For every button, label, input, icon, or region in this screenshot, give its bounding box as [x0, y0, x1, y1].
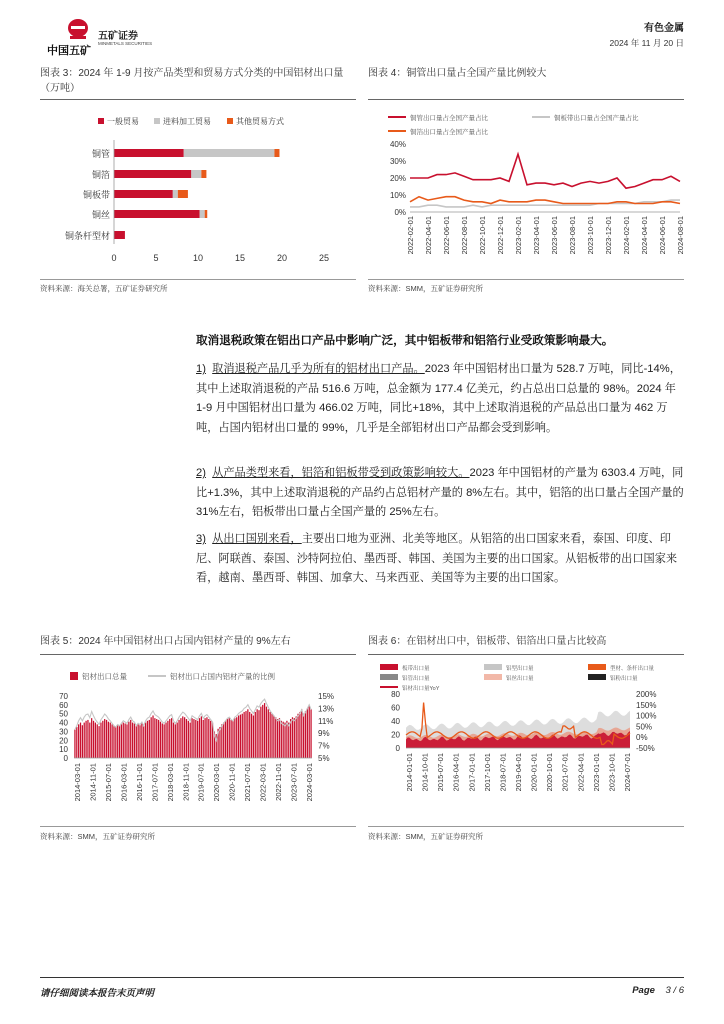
legend-label-0: 一般贸易	[107, 117, 139, 126]
footer-disclaimer: 请仔细阅读本报告末页声明	[40, 988, 155, 999]
x-tick-label: 2024-07-01	[623, 753, 632, 792]
x-tick-label: 2020-01-01	[529, 753, 539, 792]
bar	[273, 715, 274, 758]
legend-swatch-1	[484, 664, 502, 670]
bar	[164, 724, 165, 758]
legend-label-5: 铝粉出口量	[610, 676, 638, 682]
bar	[134, 723, 135, 758]
x-tick-label: 2024-03-01	[305, 763, 314, 802]
fig3-top-rule	[40, 99, 356, 100]
bar	[204, 718, 205, 758]
legend-label-1: 进料加工贸易	[163, 117, 211, 126]
legend-swatch-0	[98, 118, 104, 124]
legend-swatch-4	[484, 674, 502, 680]
bar	[275, 717, 276, 758]
bar	[225, 721, 226, 758]
bar	[230, 720, 231, 758]
bar	[199, 718, 200, 758]
legend-label-4: 铝丝出口量	[506, 676, 534, 682]
bar	[264, 703, 265, 758]
bar	[160, 722, 161, 758]
bar	[227, 719, 228, 758]
bar	[290, 719, 291, 758]
bar	[162, 723, 163, 758]
bar	[121, 724, 122, 758]
bar	[115, 727, 116, 758]
bar-segment	[114, 170, 191, 178]
legend-label-2: 铜箔出口量占全国产量占比	[410, 129, 488, 136]
fig4-top-rule	[368, 99, 684, 100]
x-tick-label: 2022-02-01	[406, 216, 415, 255]
left-y-tick: 40	[59, 718, 68, 728]
x-tick-label: 2023-07-01	[289, 763, 299, 802]
bar	[128, 722, 129, 758]
bar	[177, 723, 178, 758]
category-label: 铜条杆型材	[64, 231, 110, 241]
bar	[97, 724, 98, 758]
right-y-tick: 7%	[318, 741, 330, 751]
fig4-title: 图表 4：铜管出口量占全国产量比例较大	[368, 68, 547, 79]
bar	[245, 711, 246, 758]
left-y-tick: 0	[63, 754, 68, 763]
legend-label-3: 铝管出口量	[402, 676, 430, 682]
body-item-3	[196, 530, 684, 589]
fig3-bottom-rule	[40, 279, 356, 280]
bar	[186, 719, 187, 758]
bar	[253, 715, 254, 758]
bar	[221, 724, 222, 758]
x-tick-label: 15	[234, 253, 246, 263]
bar	[156, 719, 157, 758]
x-tick-label: 2014-11-01	[88, 763, 98, 801]
bar	[188, 721, 189, 758]
bar	[310, 709, 311, 758]
footer-rule	[40, 977, 684, 978]
right-y-tick: -50%	[636, 744, 655, 753]
bar	[232, 721, 233, 758]
left-y-tick: 50	[59, 709, 68, 719]
x-tick-label: 2020-03-01	[212, 763, 222, 802]
bar	[260, 707, 261, 758]
bar	[201, 716, 202, 758]
legend-swatch-2	[227, 118, 233, 124]
bar	[136, 726, 137, 758]
x-tick-label: 2015-07-01	[103, 763, 113, 802]
bar	[244, 712, 245, 758]
item-lead: 从产品类型来看，铝箔和铝板带受到政策影响较大。	[212, 467, 470, 479]
bar-segment	[178, 190, 188, 198]
bar	[178, 720, 179, 758]
x-tick-label: 2022-11-01	[274, 763, 284, 801]
bar-segment	[173, 190, 178, 198]
bar	[108, 722, 109, 758]
bar	[167, 721, 168, 758]
left-y-tick: 0	[395, 744, 400, 753]
bar-segment	[184, 149, 275, 157]
bar	[219, 727, 220, 758]
bar	[301, 709, 302, 758]
bar-segment	[201, 170, 206, 178]
body-item-1	[196, 360, 684, 438]
item-lead: 取消退税产品几乎为所有的铝材出口产品。	[212, 363, 425, 375]
item-num: 1)	[196, 363, 206, 375]
page-label: Page	[632, 985, 655, 996]
bar	[299, 712, 300, 758]
bar	[123, 723, 124, 758]
bar	[80, 723, 81, 758]
fig5-title: 图表 5：2024 年中国铝材出口占国内铝材产量的 9%左右	[40, 636, 291, 647]
bar	[74, 730, 75, 758]
right-y-tick: 11%	[318, 716, 334, 726]
bar	[307, 708, 308, 758]
bar	[294, 718, 295, 758]
legend-swatch-1	[154, 118, 160, 124]
legend-label-0: 铝材出口总量	[82, 672, 127, 681]
bar-segment	[274, 149, 279, 157]
header-logo	[40, 17, 160, 57]
footer-page	[632, 985, 684, 996]
bar	[206, 717, 207, 758]
x-tick-label: 2022-10-01	[478, 216, 487, 255]
bar	[102, 721, 103, 758]
logo-sub-text: 五矿证券	[98, 31, 138, 42]
right-y-tick: 9%	[318, 729, 330, 739]
bar	[98, 726, 99, 758]
x-tick-label: 2023-08-01	[568, 216, 577, 255]
bar	[297, 714, 298, 758]
bar	[195, 720, 196, 758]
x-tick-label: 2016-11-01	[134, 763, 144, 801]
x-tick-label: 2017-10-01	[482, 753, 492, 792]
bar	[197, 721, 198, 758]
bar	[110, 723, 111, 758]
bar	[85, 721, 86, 758]
bar-segment	[114, 149, 184, 157]
bar	[203, 720, 204, 758]
left-y-tick: 70	[59, 692, 68, 701]
y-tick-label: 0%	[394, 208, 406, 217]
legend-swatch-5	[588, 674, 606, 680]
x-tick-label: 2017-07-01	[150, 763, 160, 802]
bar	[234, 718, 235, 758]
bar	[296, 716, 297, 758]
fig3-source: 资料来源：海关总署，五矿证券研究所	[40, 284, 168, 293]
x-tick-label: 2023-02-01	[514, 216, 523, 255]
item-text: 2023 年中国铝材出口量为 528.7 万吨，同比-14%，其中上述取消退税的产品 516.6 万吨，总金额为 177.4 亿美元，约占总出口总量的 98%。2024 年 1-9 月中国铝材出口量为 466.02 万吨，同比+18%，其中上述取消退税的产品总出口量为 462 万吨，占国内铝材出口量的 99%，几乎是全部铝材出口产品都会受到影响。	[196, 363, 681, 434]
right-y-tick: 100%	[636, 711, 657, 721]
bar	[288, 723, 289, 758]
x-tick-label: 2015-07-01	[436, 753, 446, 792]
fig6-top-rule	[368, 654, 684, 655]
item-num: 2)	[196, 467, 206, 479]
bar	[284, 723, 285, 758]
bar	[152, 715, 153, 758]
sector-label: 有色金属	[644, 23, 684, 34]
x-tick-label: 2018-11-01	[181, 763, 191, 801]
bar	[268, 709, 269, 758]
bar	[229, 718, 230, 758]
bar	[125, 723, 126, 758]
fig3-chart	[40, 104, 370, 279]
bar	[309, 705, 310, 758]
bar	[249, 712, 250, 758]
bar	[173, 723, 174, 758]
bar	[139, 725, 140, 758]
x-tick-label: 2023-10-01	[607, 753, 617, 792]
category-label: 铜板带	[82, 190, 110, 200]
legend-swatch-2	[588, 664, 606, 670]
x-tick-label: 2014-01-01	[405, 753, 414, 792]
bar	[292, 717, 293, 758]
y-tick-label: 40%	[389, 140, 406, 149]
bar	[281, 721, 282, 758]
right-y-tick: 200%	[636, 690, 657, 699]
bar	[247, 709, 248, 758]
bar	[190, 723, 191, 758]
x-tick-label: 2024-04-01	[640, 216, 649, 255]
item-text: 主要出口地为亚洲、北美等地区。从铝箔的出口国家来看，泰国、印度、印尼、阿联酋、泰国、沙特阿拉伯、墨西哥、韩国、美国为主要的出口国家。从铝板带的出口国家来看，越南、墨西哥、韩国、加拿大、马来西亚、美国等为主要的出口国家。	[196, 533, 678, 584]
x-tick-label: 2023-04-01	[532, 216, 541, 255]
left-y-tick: 40	[391, 717, 400, 726]
bar	[182, 716, 183, 758]
bar	[283, 722, 284, 758]
bar	[117, 725, 118, 758]
bar	[305, 711, 306, 758]
bar	[106, 720, 107, 758]
legend-swatch-0	[70, 672, 78, 680]
fig5-chart	[40, 658, 370, 826]
minmetals-logo-icon	[58, 17, 98, 43]
bar-segment	[205, 210, 208, 218]
bar	[171, 718, 172, 758]
bar	[113, 726, 114, 758]
legend-label-2: 其他贸易方式	[236, 117, 284, 126]
x-tick-label: 2022-06-01	[442, 216, 451, 255]
left-y-tick: 60	[391, 703, 400, 713]
left-y-tick: 20	[59, 736, 68, 746]
x-tick-label: 0	[111, 253, 117, 263]
item-text: 2023 年中国铝材的产量为 6303.4 万吨，同比+1.3%，其中上述取消退税的产品约占总铝材产量的 8%左右。其中，铝箔的出口量占全国产量的 31%左右，铝板带出口量占全国产量的 25%左右。	[196, 467, 684, 518]
bar	[91, 718, 92, 758]
item-num: 3)	[196, 533, 206, 545]
x-tick-label: 2022-04-01	[424, 216, 433, 255]
left-y-tick: 10	[59, 745, 68, 755]
right-y-tick: 13%	[318, 704, 335, 714]
bar	[270, 712, 271, 758]
item-lead: 从出口国别来看，	[212, 533, 302, 545]
right-y-tick: 50%	[636, 722, 653, 732]
bar	[208, 719, 209, 758]
bar	[89, 723, 90, 758]
bar	[184, 717, 185, 758]
x-tick-label: 2019-04-01	[514, 753, 523, 792]
bar-segment	[191, 170, 201, 178]
y-tick-label: 10%	[389, 191, 406, 200]
x-tick-label: 2018-07-01	[498, 753, 508, 792]
right-y-tick: 150%	[636, 700, 657, 710]
legend-label-0: 板带出口量	[402, 666, 430, 672]
fig6-title: 图表 6：在铝材出口中，铝板带、铝箔出口量占比较高	[368, 636, 607, 647]
x-tick-label: 2019-07-01	[196, 763, 206, 802]
bar	[286, 721, 287, 758]
bar	[191, 718, 192, 758]
x-tick-label: 2024-02-01	[622, 216, 631, 255]
x-tick-label: 2022-03-01	[258, 763, 268, 802]
bar	[84, 723, 85, 758]
fig6-source: 资料来源：SMM，五矿证券研究所	[368, 832, 483, 841]
body-item-2	[196, 464, 684, 523]
x-tick-label: 2016-03-01	[119, 763, 129, 802]
x-tick-label: 10	[192, 253, 204, 263]
legend-label-0: 铜管出口量占全国产量占比	[410, 115, 488, 122]
bar	[255, 712, 256, 758]
bar	[210, 721, 211, 758]
right-y-tick: 0%	[636, 733, 648, 743]
bar	[111, 724, 112, 758]
bar	[242, 714, 243, 758]
x-tick-label: 2020-11-01	[227, 763, 237, 801]
bar	[266, 707, 267, 758]
bar	[180, 718, 181, 758]
legend-label-1: 铝材出口占国内铝材产量的比例	[170, 672, 275, 681]
x-tick-label: 2017-01-01	[467, 753, 477, 792]
fig6-chart	[366, 658, 686, 826]
x-tick-label: 2018-03-01	[165, 763, 175, 802]
report-date: 2024 年 11 月 20 日	[609, 38, 684, 48]
x-tick-label: 2021-07-01	[243, 763, 253, 802]
bar	[271, 714, 272, 758]
bar	[251, 714, 252, 758]
page-number: 3 / 6	[665, 985, 684, 996]
bar	[149, 720, 150, 758]
left-y-tick: 30	[59, 727, 68, 737]
x-tick-label: 2022-12-01	[496, 216, 505, 255]
bar	[258, 710, 259, 758]
bar	[126, 724, 127, 758]
bar	[277, 719, 278, 758]
logo-en-text: MINMETALS SECURITIES	[98, 41, 153, 46]
bar	[76, 727, 77, 758]
fig3-title: 图表 3：2024 年 1-9 月按产品类型和贸易方式分类的中国铝材出口量（万吨）	[40, 68, 344, 94]
bar	[151, 717, 152, 758]
bar	[236, 717, 237, 758]
bar	[147, 721, 148, 758]
bar	[175, 724, 176, 758]
bar	[78, 724, 79, 758]
bar	[138, 724, 139, 758]
fig5-bottom-rule	[40, 826, 356, 827]
x-tick-label: 2023-10-01	[586, 216, 595, 255]
x-tick-label: 2024-08-01	[676, 216, 685, 255]
fig5-top-rule	[40, 654, 356, 655]
bar-segment	[114, 190, 173, 198]
fig4-chart	[366, 104, 686, 279]
y-tick-label: 30%	[389, 157, 406, 166]
bar	[303, 714, 304, 758]
left-y-tick: 80	[391, 690, 400, 699]
fig4-bottom-rule	[368, 279, 684, 280]
bar-segment	[114, 231, 125, 239]
x-tick-label: 2016-04-01	[451, 753, 461, 792]
category-label: 铜丝	[91, 210, 110, 220]
fig6-bottom-rule	[368, 826, 684, 827]
bar	[132, 723, 133, 758]
bar	[104, 719, 105, 758]
bar	[169, 719, 170, 758]
bar	[158, 720, 159, 758]
x-tick-label: 2023-01-01	[591, 753, 601, 792]
legend-label-1: 铜板带出口量占全国产量占比	[554, 115, 639, 122]
bar	[279, 718, 280, 758]
category-label: 铜箔	[91, 170, 110, 180]
x-tick-label: 2022-08-01	[460, 216, 469, 255]
bar	[141, 723, 142, 758]
y-tick-label: 20%	[389, 174, 406, 183]
bar	[143, 726, 144, 758]
bar	[240, 715, 241, 758]
series-line-0	[410, 154, 680, 188]
bar	[165, 723, 166, 758]
x-tick-label: 2023-06-01	[550, 216, 559, 255]
x-tick-label: 20	[276, 253, 288, 263]
fig5-source: 资料来源：SMM，五矿证券研究所	[40, 832, 155, 841]
x-tick-label: 5	[153, 253, 159, 263]
x-tick-label: 2014-03-01	[73, 763, 82, 802]
category-label: 铜管	[91, 149, 110, 159]
bar-segment	[114, 210, 200, 218]
bar	[82, 725, 83, 758]
fig4-source: 资料来源：SMM，五矿证券研究所	[368, 284, 483, 293]
x-tick-label: 25	[318, 253, 330, 263]
bar-segment	[200, 210, 205, 218]
bar	[119, 726, 120, 758]
x-tick-label: 2021-07-01	[560, 753, 570, 792]
bar	[193, 719, 194, 758]
x-tick-label: 2022-04-01	[576, 753, 586, 792]
legend-swatch-3	[380, 674, 398, 680]
legend-label-6: 铝材出口量YoY	[402, 686, 440, 692]
bar	[100, 723, 101, 758]
bar	[238, 715, 239, 758]
bar	[257, 709, 258, 758]
left-y-tick: 20	[391, 730, 400, 740]
bar	[145, 723, 146, 758]
x-tick-label: 2020-10-01	[545, 753, 555, 792]
bar	[130, 720, 131, 758]
bar	[95, 723, 96, 758]
right-y-tick: 15%	[318, 692, 335, 701]
legend-label-2: 型材、条杆出口量	[610, 666, 655, 672]
legend-swatch-0	[380, 664, 398, 670]
x-tick-label: 2023-12-01	[604, 216, 613, 255]
logo-main-text: 中国五矿	[47, 45, 91, 57]
right-y-tick: 5%	[318, 754, 330, 763]
bar	[262, 705, 263, 758]
left-y-tick: 60	[59, 700, 68, 710]
x-tick-label: 2024-06-01	[658, 216, 667, 255]
bar	[93, 721, 94, 758]
bar	[154, 718, 155, 758]
body-heading: 取消退税政策在铝出口产品中影响广泛，其中铝板带和铝箔行业受政策影响最大。	[196, 334, 614, 347]
bar	[223, 723, 224, 758]
x-tick-label: 2014-10-01	[420, 753, 430, 792]
legend-label-1: 铝型出口量	[506, 666, 534, 672]
bar	[87, 720, 88, 758]
